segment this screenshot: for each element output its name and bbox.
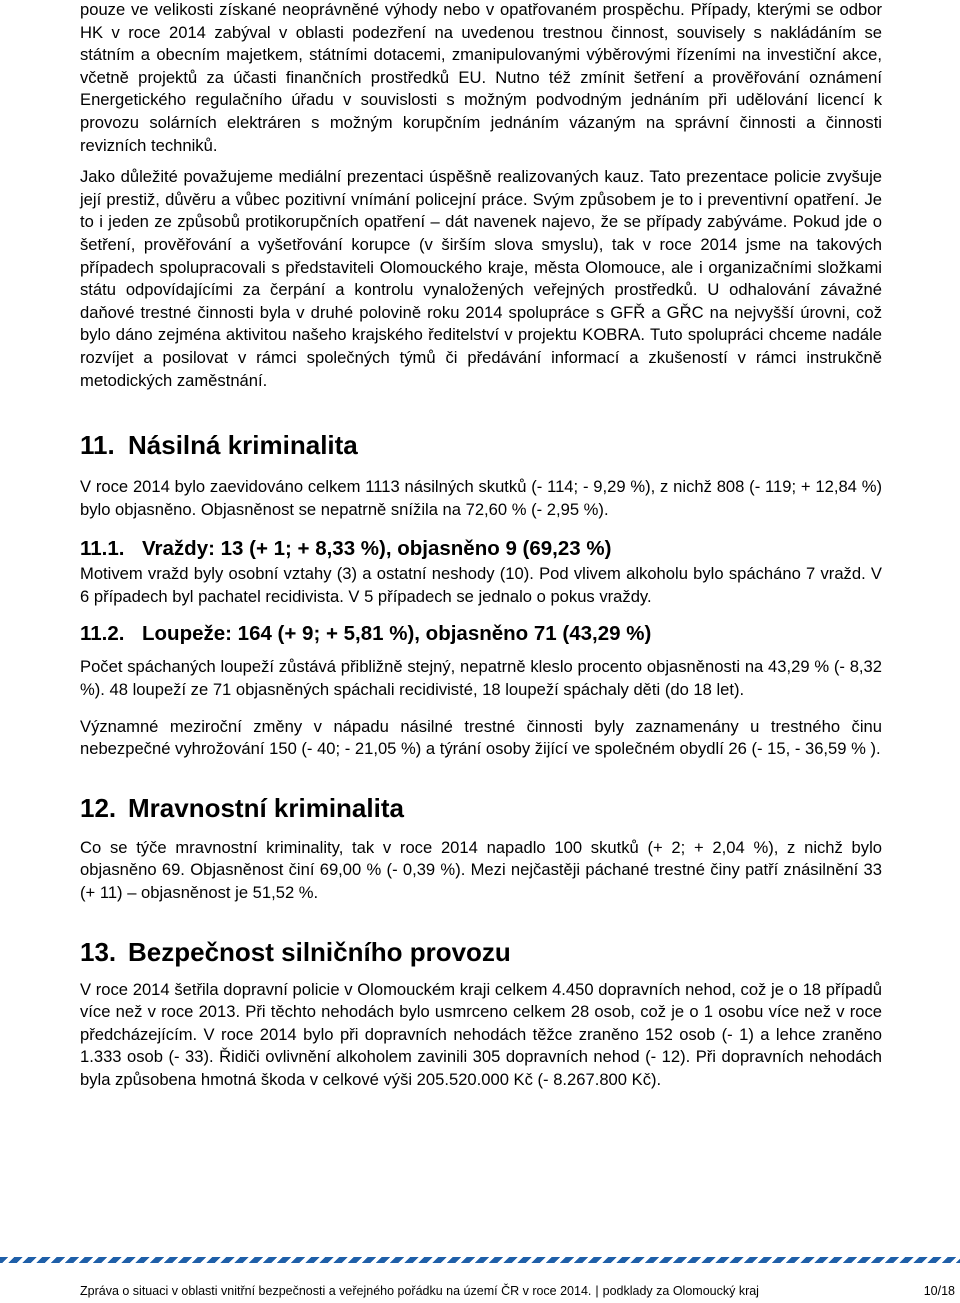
- footer-separator: |: [595, 1284, 599, 1298]
- footer-subtitle: podklady za Olomoucký kraj: [602, 1284, 759, 1298]
- section-11-1-number: 11.1.: [80, 537, 125, 561]
- section-11-2-heading: [80, 620, 882, 648]
- section-11-title: Násilná kriminalita: [128, 430, 358, 461]
- section-11-1-title: Vraždy: 13 (+ 1; + 8,33 %), objasněno 9 (69,23 %): [142, 537, 612, 561]
- section-13-number: 13.: [80, 936, 117, 967]
- page-content: [80, 0, 882, 1092]
- section-12-number: 12.: [80, 792, 117, 823]
- section-11-2-title: Loupeže: 164 (+ 9; + 5,81 %), objasněno 71 (43,29 %): [142, 622, 652, 646]
- page-number: 10/18: [923, 1284, 955, 1298]
- section-11-2-text-1: Počet spáchaných loupeží zůstává přibližně stejný, nepatrně kleslo procento objasněnosti na 43,29 % (- 8,32 %). 48 loupeží ze 71 objasněných spáchali recidivisté, 18 loupeží spáchaly děti (do 18 let).: [80, 657, 882, 700]
- page-footer: [80, 1282, 960, 1300]
- paragraph-corruption-cases: pouze ve velikosti získané neoprávněné výhody nebo v opatřovaném prospěchu. Případy, kterými se odbor HK v roce 2014 zabýval v oblasti podezření na uvedenou trestnou činnost, souvisely s nakládáním se státním a obecním majetkem, státními dotacemi, zmanipulovanými výběrovými řízeními na investiční akce, včetně projektů za účasti finančních prostředků EU. Nutno též zmínit šetření a prověřování oznámení Energetického regulačního úřadu v souvislosti s možným podvodným jednáním při udělování licencí k provozu solárních elektráren s možným korupčním jednáním vázaným na správní činnosti a činnosti revizních techniků.: [80, 0, 882, 155]
- section-12-heading: [80, 791, 882, 825]
- paragraph-media-presentation: Jako důležité považujeme mediální prezentaci úspěšně realizovaných kauz. Tato prezentace policie zvyšuje její prestiž, důvěru a vůbec pozitivní vnímání policejní práce. Svým způsobem je to i preventivní opatření. Je to i jeden ze způsobů protikorupčních opatření – dát navenek najevo, že se případy zabýváme. Pokud jde o šetření, prověřování a vyšetřování korupce (v širším slova smyslu), tak v roce 2014 jsme na takových případech spolupracovali s představiteli Olomouckého kraje, města Olomouce, ale i organizačními složkami státu odpovídajícími za čerpání a kontrolu vynaložených veřejných prostředků. U odhalování závažné daňové trestné činnosti byla v druhé polovině roku 2014 spolupráce s GFŘ a GŘC na nejvyšší úrovni, což bylo dáno zejména aktivitou našeho krajského ředitelství v projektu KOBRA. Tuto spolupráci chceme nadále rozvíjet a posilovat v rámci společných týmů či předávání informací a zkušeností v rámci instrukčně metodických zaměstnání.: [80, 167, 882, 390]
- section-12-text: Co se týče mravnostní kriminality, tak v roce 2014 napadlo 100 skutků (+ 2; + 2,04 %), z nichž bylo objasněno 69. Objasněnost činí 69,00 % (- 0,39 %). Mezi nejčastěji páchané trestné činy patří znásilnění 33 (+ 11) – objasněnost je 51,52 %.: [80, 837, 882, 903]
- section-13-text: V roce 2014 šetřila dopravní policie v Olomouckém kraji celkem 4.450 dopravních nehod, což je o 18 případů více než v roce 2013. Při těchto nehodách bylo usmrceno celkem 28 osob, což je o 1 osobu více než v roce předcházejícím. V roce 2014 bylo při dopravních nehodách těžce zraněno 152 osob (- 1) a lehce zraněno 1.333 osob (- 33). Řidiči ovlivnění alkoholem zavinili 305 dopravních nehod (- 12). Při dopravních nehodách byla způsobena hmotná škoda v celkové výši 205.520.000 Kč (- 8.267.800 Kč).: [80, 979, 882, 1089]
- section-11-2-number: 11.2.: [80, 622, 125, 646]
- section-11-heading: [80, 428, 882, 462]
- section-11-2-text-2: Významné meziroční změny v nápadu násilné trestné činnosti byly zaznamenány u trestného činu nebezpečné vyhrožování 150 (- 40; - 21,05 %) a týrání osoby žijící ve společném obydlí 26 (- 15, - 36,59 % ).: [80, 716, 882, 759]
- section-12-title: Mravnostní kriminalita: [128, 792, 404, 823]
- footer-report-title: Zpráva o situaci v oblasti vnitřní bezpečnosti a veřejného pořádku na území ČR v roce 2014.: [80, 1284, 592, 1298]
- section-13-title: Bezpečnost silničního provozu: [128, 936, 511, 967]
- section-11-text: V roce 2014 bylo zaevidováno celkem 1113 násilných skutků (- 114; - 9,29 %), z nichž 808 (- 119; + 12,84 %) bylo objasněno. Objasněnost se nepatrně snížila na 72,60 % (- 2,95 %).: [80, 477, 882, 519]
- section-11-number: 11.: [80, 430, 115, 461]
- section-11-1-heading: [80, 535, 882, 563]
- footer-divider-bar: [0, 1257, 960, 1263]
- section-11-1-text: Motivem vražd byly osobní vztahy (3) a ostatní neshody (10). Pod vlivem alkoholu bylo spácháno 7 vražd. V 6 případech byl pachatel recidivista. V 5 případech se jednalo o pokus vraždy.: [80, 564, 882, 606]
- section-13-heading: [80, 935, 882, 969]
